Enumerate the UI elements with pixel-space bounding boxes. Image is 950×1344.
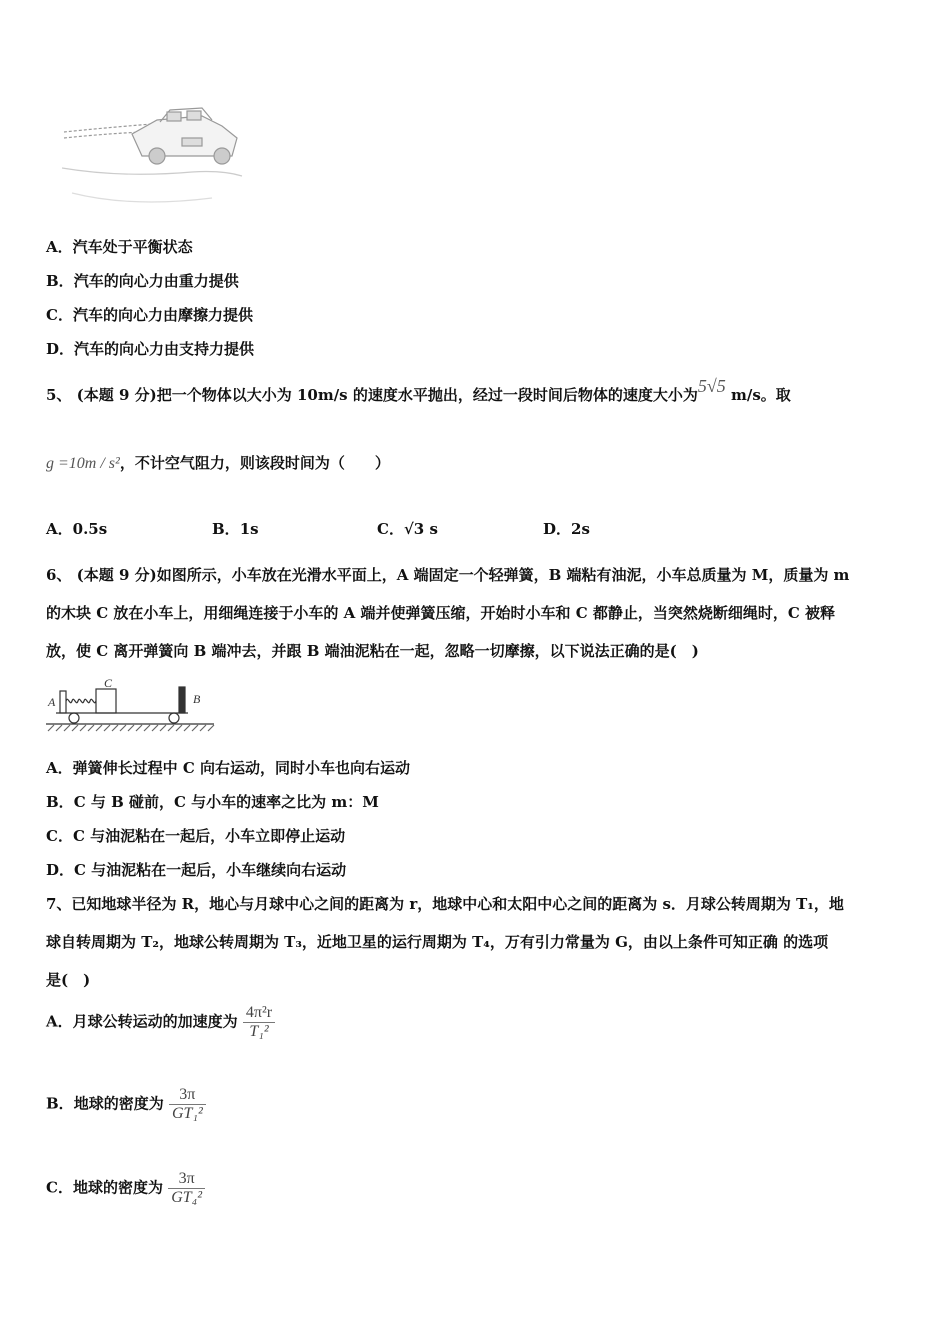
label-b: B bbox=[193, 692, 201, 706]
q6-stem-line3: 放，使 C 离开弹簧向 B 端冲去，并跟 B 端油泥粘在一起，忽略一切摩擦，以下说法正确的是( ) bbox=[46, 642, 699, 660]
q4-option-a: A．汽车处于平衡状态 bbox=[46, 238, 193, 256]
q7-option-b-fraction: $\frac{3\pi}{\text{GT₁²}}$ bbox=[169, 1086, 206, 1123]
q7-stem-line3: 是( ) bbox=[46, 971, 91, 989]
q7-stem-line1: 7、已知地球半径为 R，地心与月球中心之间的距离为 r，地球中心和太阳中心之间的距离为 s．月球公转周期为 T₁，地 bbox=[46, 895, 844, 913]
q5-g-math: g =10m / s² bbox=[46, 455, 120, 472]
q4-option-d: D．汽车的向心力由支持力提供 bbox=[46, 340, 255, 358]
q6-stem-line2: 的木块 C 放在小车上，用细绳连接于小车的 A 端并使弹簧压缩，开始时小车和 C 都静止，当突然烧断细绳时，C 被释 bbox=[46, 604, 836, 622]
label-a: A bbox=[48, 695, 56, 709]
q7-stem-line2: 球自转周期为 T₂，地球公转周期为 T₃，近地卫星的运行周期为 T₄，万有引力常量为 G，由以上条件可知正确 的选项 bbox=[46, 933, 829, 951]
q6-option-d: D．C 与油泥粘在一起后，小车继续向右运动 bbox=[46, 861, 347, 879]
q5-stem-line2: g =10m / s²，不计空气阻力，则该段时间为（ ） bbox=[46, 454, 390, 472]
q7-option-c: C．地球的密度为 $\frac{3\pi}{\text{GT₄²}}$ bbox=[46, 1170, 205, 1207]
q6-stem-line1: 6、 (本题 9 分)如图所示，小车放在光滑水平面上，A 端固定一个轻弹簧，B 端粘有油泥，小车总质量为 M，质量为 m bbox=[46, 566, 850, 584]
q5-stem-line1: 5、 (本题 9 分)把一个物体以大小为 10m/s 的速度水平抛出，经过一段时间后物体的速度大小为5√5 m/s。取 bbox=[46, 376, 791, 404]
q4-option-b: B．汽车的向心力由重力提供 bbox=[46, 272, 239, 290]
q5-speed-math: 5√5 bbox=[697, 376, 726, 396]
cart-figure bbox=[46, 673, 216, 735]
q4-option-c: C．汽车的向心力由摩擦力提供 bbox=[46, 306, 253, 324]
q7-option-a: A．月球公转运动的加速度为 $\frac{\text{4π²r}}{\text{T₁²}}$ bbox=[46, 1004, 275, 1041]
q7-option-a-fraction: $\frac{\text{4π²r}}{\text{T₁²}}$ bbox=[243, 1004, 275, 1041]
q5-option-d: D．2s bbox=[543, 520, 590, 538]
label-c: C bbox=[104, 676, 113, 690]
q5-option-b: B．1s bbox=[212, 520, 259, 538]
q5-option-c: C．√3 s bbox=[377, 520, 438, 538]
q5-option-a: A．0.5s bbox=[46, 520, 108, 538]
q6-option-a: A．弹簧伸长过程中 C 向右运动，同时小车也向右运动 bbox=[46, 759, 411, 777]
car-figure bbox=[62, 98, 247, 220]
q7-option-b: B．地球的密度为 $\frac{3\pi}{\text{GT₁²}}$ bbox=[46, 1086, 206, 1123]
q7-option-c-fraction: $\frac{3\pi}{\text{GT₄²}}$ bbox=[168, 1170, 205, 1207]
q6-option-b: B．C 与 B 碰前，C 与小车的速率之比为 m：M bbox=[46, 793, 379, 811]
q6-option-c: C．C 与油泥粘在一起后，小车立即停止运动 bbox=[46, 827, 346, 845]
